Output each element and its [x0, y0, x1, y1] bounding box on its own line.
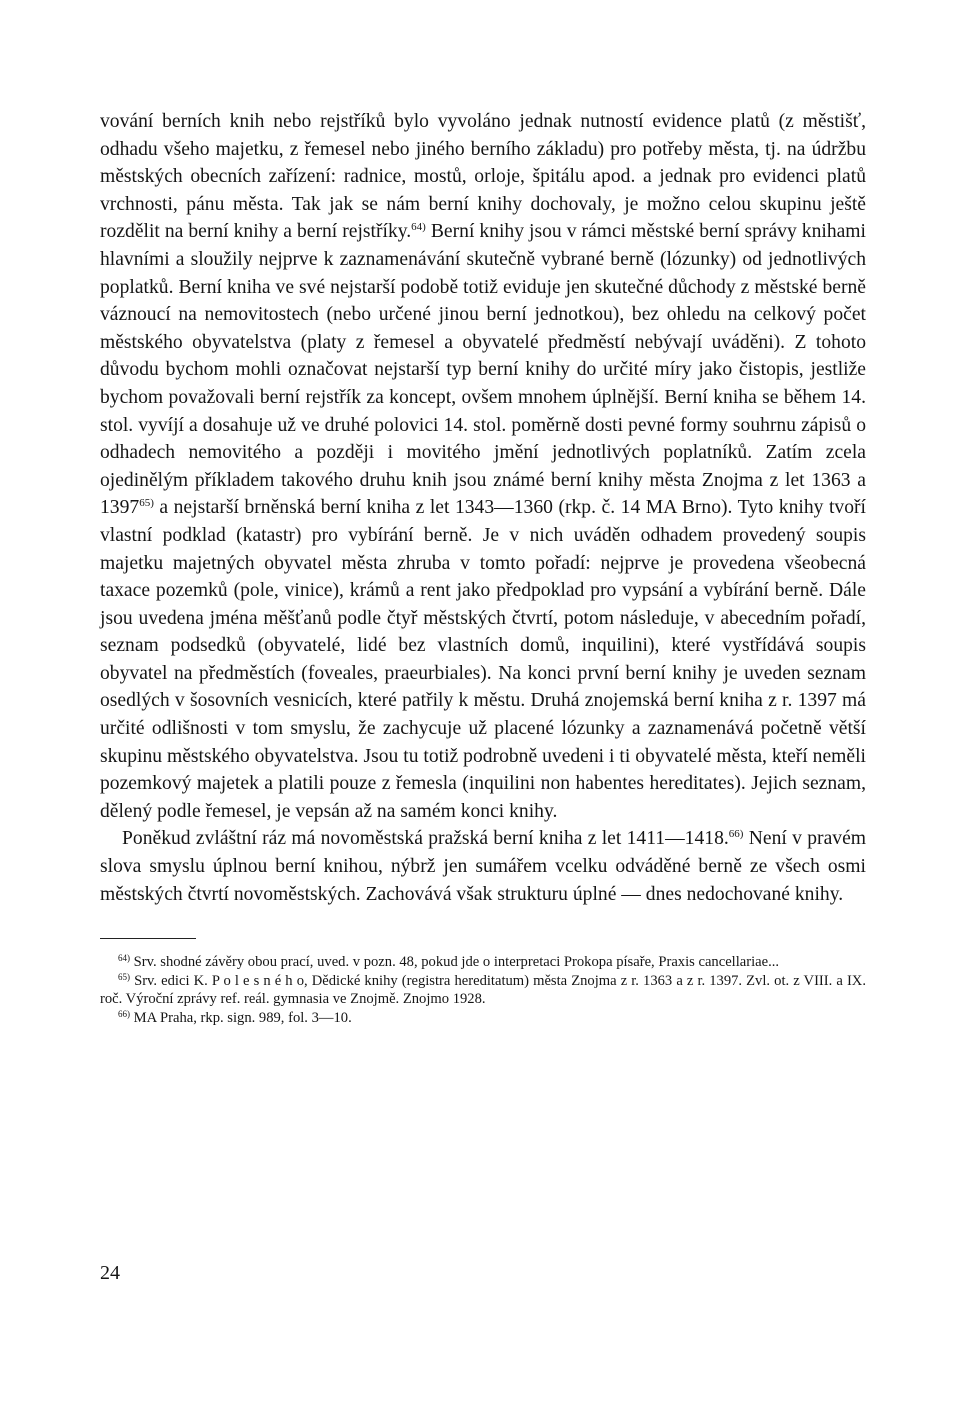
text-run: vování berních knih nebo rejstříků bylo vyvoláno jednak nutností evidence platů (z městišť, odhadu všeho majetku, z řemesel nebo jiného berního základu) pro potřeby města, tj. na údržbu městských obecních zařízení: radnice, mostů, orloje, špitálu apod. a jednak pro evidenci platů vrchnosti, pánu města. Tak jak se nám berní knihy dochovaly, je možno celou skupinu ještě rozdělit na berní knihy a berní rejstříky.	[100, 111, 866, 243]
footnote-reference-66: 66)	[728, 828, 744, 841]
page-content	[100, 108, 866, 1028]
footnote-66	[100, 1009, 866, 1028]
text-run: Berní knihy jsou v rámci městské berní správy knihami hlavními a sloužily nejprve k zaznamenávání skutečně vybrané berně (lózunky) od jednotlivých poplatků. Berní kniha ve své nejstarší podobě totiž eviduje jen skutečné důchody z městské berně váznoucí na nemovitostech (nebo určené jinou berní jednotkou), bez ohledu na celkový počet městského obyvatelstva (platy z řemesel a obyvatelé předměstí nebývají uváděni). Z tohoto důvodu bychom mohli označovat nejstarší typ berní knihy do určité míry jako čistopis, jestliže bychom považovali berní rejstřík za koncept, ovšem mnohem úplnější. Berní kniha se během 14. stol. vyvíjí a dosahuje už ve druhé polovici 14. stol. poměrně dosti pevné formy souhrnu zápisů o odhadech nemovitého a později i movitého jmění jednotlivých poplatníků. Zatím zcela ojedinělým příkladem takového druhu knih jsou známé berní knihy města Znojma z let 1363 a 1397	[100, 221, 866, 519]
page-number: 24	[100, 1262, 120, 1284]
text-run: Není v pravém slova smyslu úplnou berní knihou, nýbrž jen sumářem vcelku odváděné berně ze všech osmi městských čtvrtí novoměstských. Zachovává však strukturu úplné — dnes nedochované knihy.	[100, 828, 867, 905]
text-run: Poněkud zvláštní ráz má novoměstská pražská berní kniha z let 1411—1418.	[122, 828, 729, 850]
footnote-text: Srv. edici K. P o l e s n é h o, Dědické knihy (registra hereditatum) města Znojma z r. 1363 a z r. 1397. Zvl. ot. z VIII. a IX. roč. Výroční zprávy ref. reál. gymnasia ve Znojmě. Znojmo 1928.	[100, 972, 866, 1008]
footnote-text: Srv. shodné závěry obou prací, uved. v pozn. 48, pokud jde o interpretaci Prokopa písaře, Praxis cancellariae...	[130, 954, 780, 971]
paragraph-2	[100, 825, 866, 908]
footnote-mark: 65)	[118, 971, 130, 982]
footnotes	[100, 953, 866, 1027]
body-text	[100, 108, 866, 908]
paragraph-1	[100, 108, 866, 825]
footnote-text: MA Praha, rkp. sign. 989, fol. 3—10.	[130, 1010, 352, 1026]
footnote-reference-64: 64)	[411, 221, 426, 234]
footnote-mark: 66)	[118, 1009, 130, 1019]
footnote-mark: 64)	[118, 953, 130, 964]
footnote-divider	[100, 938, 196, 939]
text-run: a nejstarší brněnská berní kniha z let 1343—1360 (rkp. č. 14 MA Brno). Tyto knihy tvoří vlastní podklad (katastr) pro vybírání berně. Je v nich uváděn odhadem provedený soupis majetku majetných obyvatel města zhruba v tomto pořadí: nejprve je provedena všeobecná taxace pozemků (pole, vinice), krámů a rent jako předpoklad pro vypsání a vybírání berně. Dále jsou uvedena jména měšťanů podle čtyř městských čtvrtí, potom následuje, v abecedním pořadí, seznam podsedků (obyvatelé, lidé bez vlastních domů, inquilini), které vystřídává soupis obyvatel na předměstích (foveales, praeurbiales). Na konci první berní knihy je uveden seznam osedlých v šosovních vesnicích, které patřily k městu. Druhá znojemská berní kniha z r. 1397 má určité odlišnosti v tom smyslu, že zachycuje už placené lózunky a zaznamenává početně větší skupinu městského obyvatelstva. Jsou tu totiž podrobně uvedeni i ti obyvatelé města, kteří neměli pozemkový majetek a platili pouze z řemesla (inquilini non habentes hereditates). Jejich seznam, dělený podle řemesel, je vepsán až na samém konci knihy.	[100, 497, 866, 822]
footnote-65	[100, 972, 866, 1009]
footnote-64	[100, 953, 866, 972]
footnote-reference-65: 65)	[139, 497, 154, 510]
